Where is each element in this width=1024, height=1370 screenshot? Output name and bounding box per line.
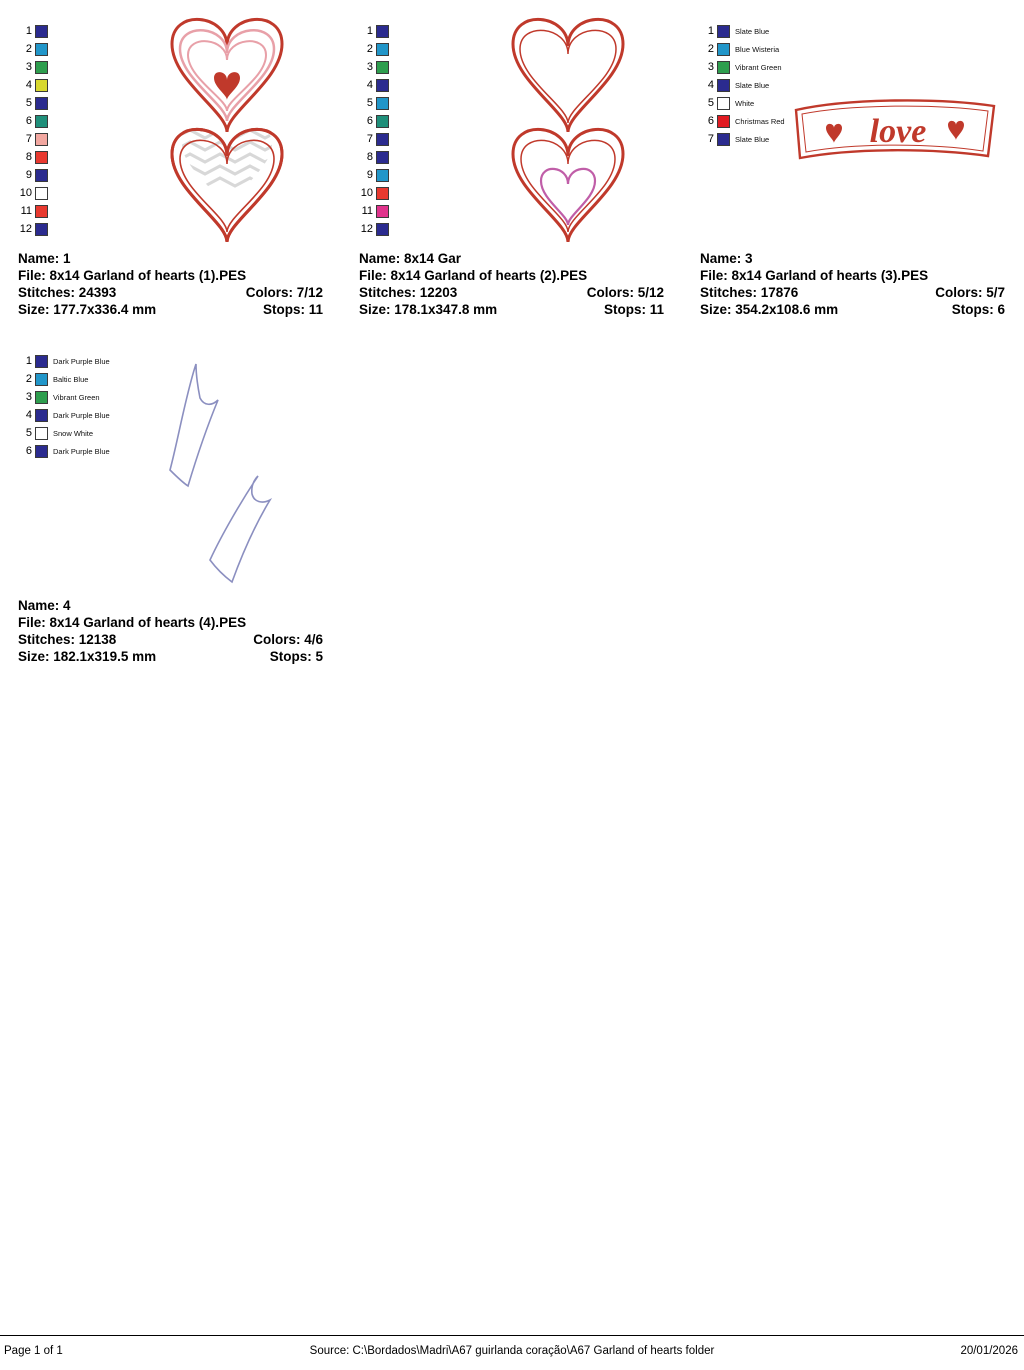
design-card-4	[0, 340, 341, 665]
color-swatch	[717, 43, 730, 56]
design-colors: Colors: 4/6	[253, 632, 323, 647]
color-index: 3	[25, 390, 32, 403]
color-swatch	[376, 43, 389, 56]
color-index: 7	[25, 132, 32, 145]
color-swatch	[35, 169, 48, 182]
color-index: 11	[20, 204, 32, 217]
design-card-empty-2	[682, 340, 1023, 665]
color-name: Christmas Red	[735, 116, 785, 126]
color-swatch	[376, 187, 389, 200]
color-swatch	[376, 61, 389, 74]
design-colors: Colors: 5/7	[935, 285, 1005, 300]
design-stops: Stops: 11	[603, 302, 664, 317]
color-row	[18, 352, 148, 370]
color-swatch	[35, 355, 48, 368]
color-index: 4	[25, 78, 32, 91]
color-name: Baltic Blue	[53, 374, 89, 384]
color-index: 8	[366, 150, 373, 163]
color-swatch	[35, 25, 48, 38]
color-swatch	[376, 25, 389, 38]
design-name: Name: 8x14 Gar	[359, 251, 462, 266]
color-index: 9	[25, 168, 32, 181]
design-info-2	[341, 248, 682, 318]
color-swatch	[717, 79, 730, 92]
color-row	[700, 58, 830, 76]
color-index: 8	[25, 150, 32, 163]
page-footer	[0, 1335, 1024, 1370]
color-index: 1	[25, 354, 32, 367]
color-index: 5	[707, 96, 714, 109]
design-size: Size: 177.7x336.4 mm	[18, 302, 157, 317]
color-name: Dark Purple Blue	[53, 356, 110, 366]
color-index: 6	[707, 114, 714, 127]
design-file: File: 8x14 Garland of hearts (1).PES	[18, 268, 247, 283]
color-row	[18, 388, 148, 406]
color-name: Vibrant Green	[735, 62, 782, 72]
color-index: 3	[25, 60, 32, 73]
color-index: 4	[366, 78, 373, 91]
design-stitches: Stitches: 24393	[18, 285, 117, 300]
design-art-area-4	[0, 340, 341, 595]
design-card-1	[0, 0, 341, 318]
footer-date: 20/01/2026	[960, 1345, 1018, 1357]
color-list-4	[18, 352, 148, 460]
color-index: 9	[366, 168, 373, 181]
color-row	[18, 406, 148, 424]
color-index: 6	[25, 114, 32, 127]
color-name: Dark Purple Blue	[53, 410, 110, 420]
design-colors: Colors: 5/12	[586, 285, 664, 300]
color-name: Blue Wisteria	[735, 44, 780, 54]
color-swatch	[35, 409, 48, 422]
design-stitches: Stitches: 12203	[359, 285, 458, 300]
design-art-area-3	[682, 0, 1023, 248]
color-swatch	[717, 97, 730, 110]
color-swatch	[376, 115, 389, 128]
color-row	[18, 424, 148, 442]
design-row-1	[0, 0, 1024, 318]
design-name: Name: 4	[18, 598, 71, 613]
color-swatch	[35, 151, 48, 164]
color-swatch	[35, 133, 48, 146]
color-swatch	[35, 205, 48, 218]
color-index: 5	[366, 96, 373, 109]
color-name: Slate Blue	[735, 134, 770, 144]
design-stops: Stops: 5	[269, 649, 323, 664]
color-name: Slate Blue	[735, 26, 770, 36]
color-index: 3	[366, 60, 373, 73]
design-stops: Stops: 6	[951, 302, 1005, 317]
color-swatch	[35, 187, 48, 200]
color-index: 5	[25, 96, 32, 109]
design-preview-1	[120, 8, 335, 243]
design-info-3	[682, 248, 1023, 318]
color-swatch	[376, 151, 389, 164]
color-index: 4	[25, 408, 32, 421]
color-name: Slate Blue	[735, 80, 770, 90]
design-size: Size: 178.1x347.8 mm	[359, 302, 498, 317]
designs-grid	[0, 0, 1024, 665]
color-swatch	[35, 61, 48, 74]
design-preview-4	[130, 354, 320, 589]
design-stitches: Stitches: 12138	[18, 632, 117, 647]
color-swatch	[35, 115, 48, 128]
color-index: 6	[366, 114, 373, 127]
design-file: File: 8x14 Garland of hearts (3).PES	[700, 268, 929, 283]
design-art-area-1	[0, 0, 341, 248]
color-index: 11	[361, 204, 373, 217]
color-swatch	[376, 97, 389, 110]
design-size: Size: 182.1x319.5 mm	[18, 649, 157, 664]
color-swatch	[376, 205, 389, 218]
color-index: 1	[707, 24, 714, 37]
color-row	[700, 40, 830, 58]
color-index: 6	[25, 444, 32, 457]
footer-source-path: Source: C:\Bordados\Madri\A67 guirlanda coração\A67 Garland of hearts folder	[309, 1345, 715, 1357]
color-swatch	[35, 97, 48, 110]
color-swatch	[376, 79, 389, 92]
color-swatch	[717, 133, 730, 146]
color-swatch	[35, 391, 48, 404]
color-name: Dark Purple Blue	[53, 446, 110, 456]
color-swatch	[376, 133, 389, 146]
color-swatch	[35, 445, 48, 458]
design-size: Size: 354.2x108.6 mm	[700, 302, 839, 317]
design-preview-2	[461, 8, 676, 243]
design-row-2	[0, 340, 1024, 665]
color-swatch	[717, 25, 730, 38]
color-index: 4	[707, 78, 714, 91]
color-swatch	[376, 169, 389, 182]
color-swatch	[35, 43, 48, 56]
design-art-area-2	[341, 0, 682, 248]
design-card-2	[341, 0, 682, 318]
design-card-3	[682, 0, 1023, 318]
design-name: Name: 3	[700, 251, 753, 266]
design-stitches: Stitches: 17876	[700, 285, 799, 300]
color-name: White	[735, 98, 755, 108]
footer-page-number: Page 1 of 1	[4, 1345, 63, 1357]
color-swatch	[35, 373, 48, 386]
color-swatch	[35, 427, 48, 440]
color-index: 10	[19, 186, 32, 199]
color-index: 7	[707, 132, 714, 145]
design-info-4	[0, 595, 341, 665]
color-index: 2	[707, 42, 714, 55]
color-name: Snow White	[53, 428, 94, 438]
design-info-1	[0, 248, 341, 318]
color-index: 1	[366, 24, 373, 37]
design-preview-3	[790, 90, 1005, 170]
color-swatch	[717, 115, 730, 128]
color-index: 7	[366, 132, 373, 145]
design-file: File: 8x14 Garland of hearts (2).PES	[359, 268, 588, 283]
color-swatch	[717, 61, 730, 74]
design-stops: Stops: 11	[262, 302, 323, 317]
design-card-empty-1	[341, 340, 682, 665]
color-index: 5	[25, 426, 32, 439]
color-name: Vibrant Green	[53, 392, 100, 402]
svg-text:love: love	[869, 113, 927, 150]
color-index: 10	[360, 186, 373, 199]
color-index: 1	[25, 24, 32, 37]
design-file: File: 8x14 Garland of hearts (4).PES	[18, 615, 247, 630]
color-swatch	[35, 223, 48, 236]
color-index: 2	[366, 42, 373, 55]
color-row	[18, 370, 148, 388]
color-index: 12	[360, 222, 373, 235]
color-index: 2	[25, 42, 32, 55]
color-row	[18, 442, 148, 460]
color-swatch	[376, 223, 389, 236]
color-swatch	[35, 79, 48, 92]
color-row	[700, 22, 830, 40]
design-name: Name: 1	[18, 251, 71, 266]
color-index: 12	[19, 222, 32, 235]
design-colors: Colors: 7/12	[245, 285, 323, 300]
color-index: 3	[707, 60, 714, 73]
color-index: 2	[25, 372, 32, 385]
